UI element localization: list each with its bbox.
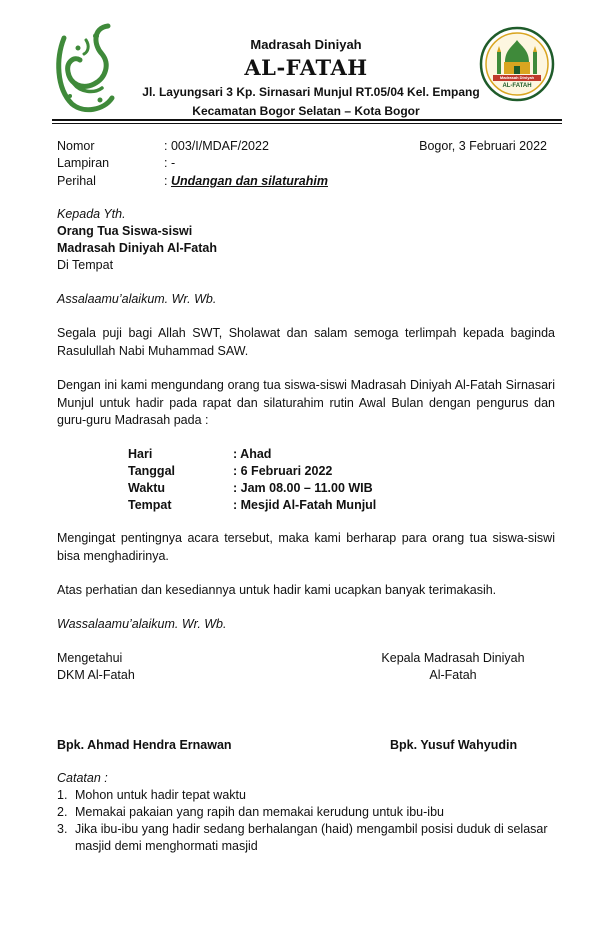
sign-left-line2: DKM Al-Fatah — [57, 668, 135, 682]
nomor-value: : 003/I/MDAF/2022 — [164, 139, 269, 153]
nomor-label: Nomor — [57, 139, 95, 153]
event-tempat-label: Tempat — [128, 498, 172, 512]
para2-line2: Munjul untuk hadir pada rapat dan silaturahim rutin Awal Bulan dengan pengurus dan — [57, 396, 555, 410]
para3-line2: bisa menghadirinya. — [57, 549, 169, 563]
perihal-label: Perihal — [57, 174, 96, 188]
header-rule-thin — [52, 123, 562, 124]
note-2-text: Memakai pakaian yang rapih dan memakai kerudung untuk ibu-ibu — [75, 805, 444, 819]
recipient-line2: Madrasah Diniyah Al-Fatah — [57, 241, 217, 255]
perihal-value: Undangan dan silaturahim — [171, 174, 328, 188]
lampiran-label: Lampiran — [57, 156, 110, 170]
kepada: Kepada Yth. — [57, 207, 126, 221]
sign-right-name: Bpk. Yusuf Wahyudin — [390, 738, 518, 752]
para2-line1: Dengan ini kami mengundang orang tua siswa-siswi Madrasah Diniyah Al-Fatah Sirnasari — [57, 378, 555, 392]
para1-line1: Segala puji bagi Allah SWT, Sholawat dan salam semoga terlimpah kepada baginda — [57, 326, 555, 340]
recipient-line3: Di Tempat — [57, 258, 114, 272]
address-line1: Jl. Layungsari 3 Kp. Sirnasari Munjul RT.05/04 Kel. Empang — [142, 85, 480, 99]
school-line: Madrasah Diniyah — [250, 37, 362, 52]
emblem-caption: AL-FATAH — [502, 83, 532, 89]
closing: Wassalaamu’alaikum. Wr. Wb. — [57, 617, 227, 631]
event-tanggal-value: : 6 Februari 2022 — [233, 464, 333, 478]
para3-line1: Mengingat pentingnya acara tersebut, maka kami berharap para orang tua siswa-siswi — [57, 531, 555, 545]
header-rule-thick — [52, 119, 562, 121]
greeting: Assalaamu’alaikum. Wr. Wb. — [57, 292, 217, 306]
para2-line3: guru-guru Madrasah pada : — [57, 413, 209, 427]
note-3-text: Jika ibu-ibu yang hadir sedang berhalangan (haid) mengambil posisi duduk di selasar — [75, 822, 548, 836]
notes-title: Catatan : — [57, 771, 108, 785]
perihal-colon: : — [164, 174, 168, 188]
recipient-line1: Orang Tua Siswa-siswi — [57, 224, 193, 238]
sign-left-line1: Mengetahui — [57, 651, 123, 665]
sign-left-name: Bpk. Ahmad Hendra Ernawan — [57, 738, 232, 752]
sign-right-line1: Kepala Madrasah Diniyah — [381, 651, 525, 665]
school-emblem — [479, 26, 555, 102]
sign-right-line2: Al-Fatah — [429, 668, 477, 682]
note-1-num: 1. — [57, 788, 68, 802]
note-2-num: 2. — [57, 805, 68, 819]
note-3-text-line2: masjid demi menghormati masjid — [75, 839, 258, 853]
event-hari-value: : Ahad — [233, 447, 272, 461]
emblem-banner: Madrasah Diniyah — [499, 75, 535, 80]
event-hari-label: Hari — [128, 447, 153, 461]
event-tempat-value: : Mesjid Al-Fatah Munjul — [233, 498, 377, 512]
para1-line2: Rasulullah Nabi Muhammad SAW. — [57, 344, 249, 358]
event-waktu-value: : Jam 08.00 – 11.00 WIB — [233, 481, 373, 495]
para4: Atas perhatian dan kesediannya untuk hadir kami ucapkan banyak terimakasih. — [57, 583, 497, 597]
address-line2: Kecamatan Bogor Selatan – Kota Bogor — [192, 104, 420, 118]
note-3-num: 3. — [57, 822, 68, 836]
event-waktu-label: Waktu — [128, 481, 166, 495]
event-tanggal-label: Tanggal — [128, 464, 175, 478]
lampiran-value: : - — [164, 156, 176, 170]
school-name: AL-FATAH — [244, 55, 368, 80]
note-1-text: Mohon untuk hadir tepat waktu — [75, 788, 246, 802]
place-date: Bogor, 3 Februari 2022 — [419, 139, 547, 153]
